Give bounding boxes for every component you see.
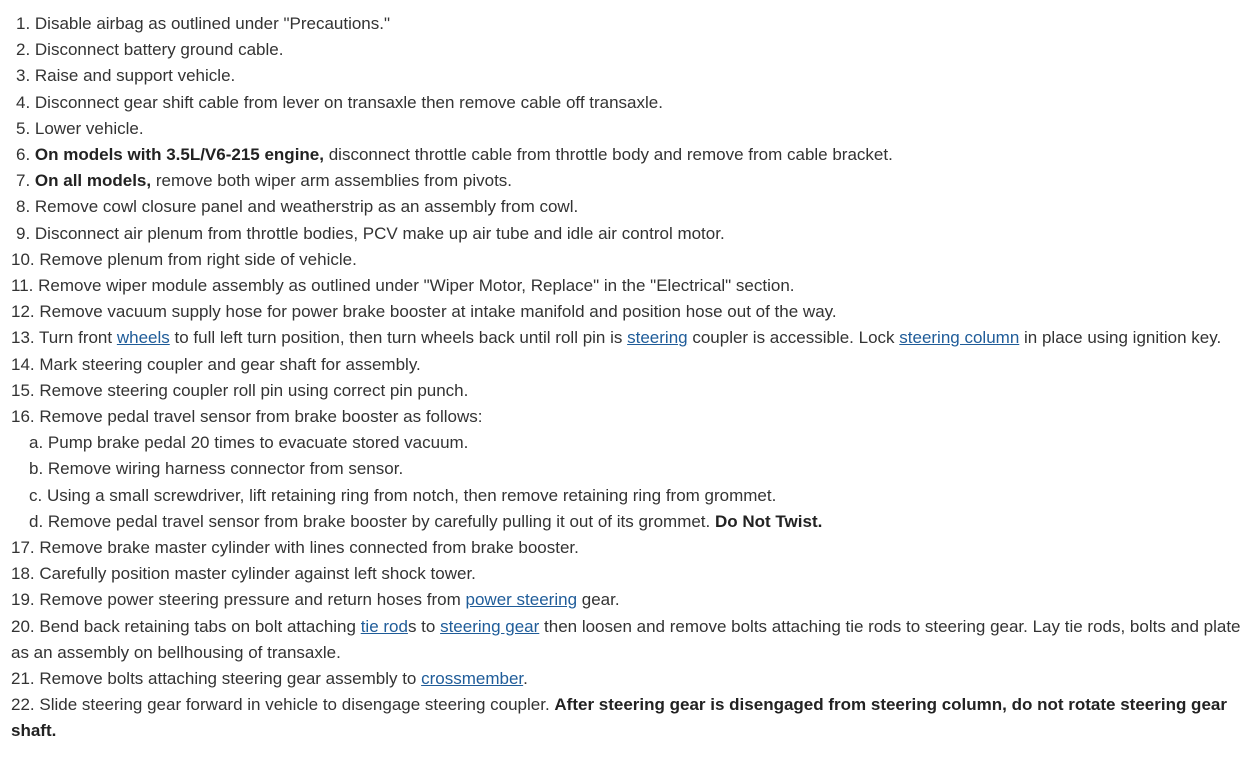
step-text: 19. Remove power steering pressure and return hoses from [11, 590, 466, 610]
bold-emphasis: On all models, [34, 171, 152, 191]
step-text: 10. Remove plenum from right side of vehicle. [11, 249, 357, 269]
step-item [11, 666, 1254, 692]
step-item [11, 247, 1254, 273]
step-text: disconnect throttle cable from throttle body and remove from cable bracket. [323, 145, 893, 165]
step-text: then loosen and remove bolts attaching tie rods to steering gear. Lay tie rods, bolts and plate as an assembly on bellhousing of transaxle. [11, 616, 1241, 662]
sub-step-item [11, 430, 1254, 456]
step-item [11, 273, 1254, 299]
step-text: 8. Remove cowl closure panel and weatherstrip as an assembly from cowl. [16, 197, 579, 217]
step-item [11, 378, 1254, 404]
step-item [11, 692, 1254, 744]
step-text: c. Using a small screwdriver, lift retaining ring from notch, then remove retaining ring from grommet. [29, 485, 777, 505]
glossary-link[interactable]: power steering [465, 590, 578, 610]
glossary-link[interactable]: tie rod [360, 616, 408, 636]
step-item [11, 325, 1254, 351]
bold-emphasis: On models with 3.5L/V6-215 engine, [34, 145, 324, 165]
glossary-link[interactable]: steering column [899, 328, 1020, 348]
step-text: 5. Lower vehicle. [16, 118, 144, 138]
bold-emphasis: After steering gear is disengaged from steering column, do not rotate steering gear shaft. [11, 695, 1227, 741]
step-text: 4. Disconnect gear shift cable from lever on transaxle then remove cable off transaxle. [16, 92, 663, 112]
step-item [11, 168, 1254, 194]
step-text: b. Remove wiring harness connector from sensor. [29, 459, 404, 479]
step-text: 7. [16, 171, 35, 191]
glossary-link[interactable]: crossmember [421, 669, 524, 689]
step-text: coupler is accessible. Lock [687, 328, 900, 348]
sub-step-item [11, 509, 1254, 535]
step-item [11, 404, 1254, 430]
glossary-link[interactable]: steering gear [440, 616, 540, 636]
glossary-link[interactable]: steering [627, 328, 688, 348]
step-item [11, 299, 1254, 325]
step-text: 15. Remove steering coupler roll pin using correct pin punch. [11, 380, 469, 400]
step-text: in place using ignition key. [1019, 328, 1222, 348]
sub-step-item [11, 483, 1254, 509]
step-item [11, 142, 1254, 168]
step-text: 17. Remove brake master cylinder with lines connected from brake booster. [11, 538, 579, 558]
sub-step-item [11, 456, 1254, 482]
step-item [11, 116, 1254, 142]
step-text: to full left turn position, then turn wheels back until roll pin is [169, 328, 628, 348]
step-item [11, 194, 1254, 220]
step-text: 22. Slide steering gear forward in vehicle to disengage steering coupler. [11, 695, 555, 715]
step-item [11, 561, 1254, 587]
step-item [11, 614, 1254, 666]
step-text: 13. Turn front [11, 328, 117, 348]
step-text: 18. Carefully position master cylinder against left shock tower. [11, 564, 476, 584]
step-text: 11. Remove wiper module assembly as outlined under "Wiper Motor, Replace" in the "Electrical" section. [11, 276, 795, 296]
step-text: 12. Remove vacuum supply hose for power brake booster at intake manifold and position hose out of the way. [11, 302, 837, 322]
bold-emphasis: Do Not Twist. [714, 511, 823, 531]
step-text: 6. [16, 145, 35, 165]
step-text: 3. Raise and support vehicle. [16, 66, 236, 86]
step-text: d. Remove pedal travel sensor from brake booster by carefully pulling it out of its grommet. [29, 511, 715, 531]
step-item [11, 90, 1254, 116]
step-item [11, 63, 1254, 89]
step-text: 1. Disable airbag as outlined under "Precautions." [16, 14, 391, 33]
step-item [11, 352, 1254, 378]
step-text: 16. Remove pedal travel sensor from brake booster as follows: [11, 407, 483, 427]
step-text: a. Pump brake pedal 20 times to evacuate stored vacuum. [29, 433, 469, 453]
step-text: 21. Remove bolts attaching steering gear assembly to [11, 669, 422, 689]
glossary-link[interactable]: wheels [116, 328, 170, 348]
step-text: 20. Bend back retaining tabs on bolt attaching [11, 616, 361, 636]
step-item [11, 535, 1254, 561]
step-text: 2. Disconnect battery ground cable. [16, 40, 284, 60]
step-item [11, 221, 1254, 247]
step-item [11, 37, 1254, 63]
step-text: s to [407, 616, 441, 636]
step-text: 9. Disconnect air plenum from throttle bodies, PCV make up air tube and idle air control motor. [16, 223, 725, 243]
step-text: gear. [577, 590, 620, 610]
step-text: 14. Mark steering coupler and gear shaft for assembly. [11, 354, 421, 374]
step-text: . [523, 669, 528, 689]
step-item [11, 587, 1254, 613]
step-text: remove both wiper arm assemblies from pivots. [151, 171, 513, 191]
step-item [11, 11, 1254, 37]
